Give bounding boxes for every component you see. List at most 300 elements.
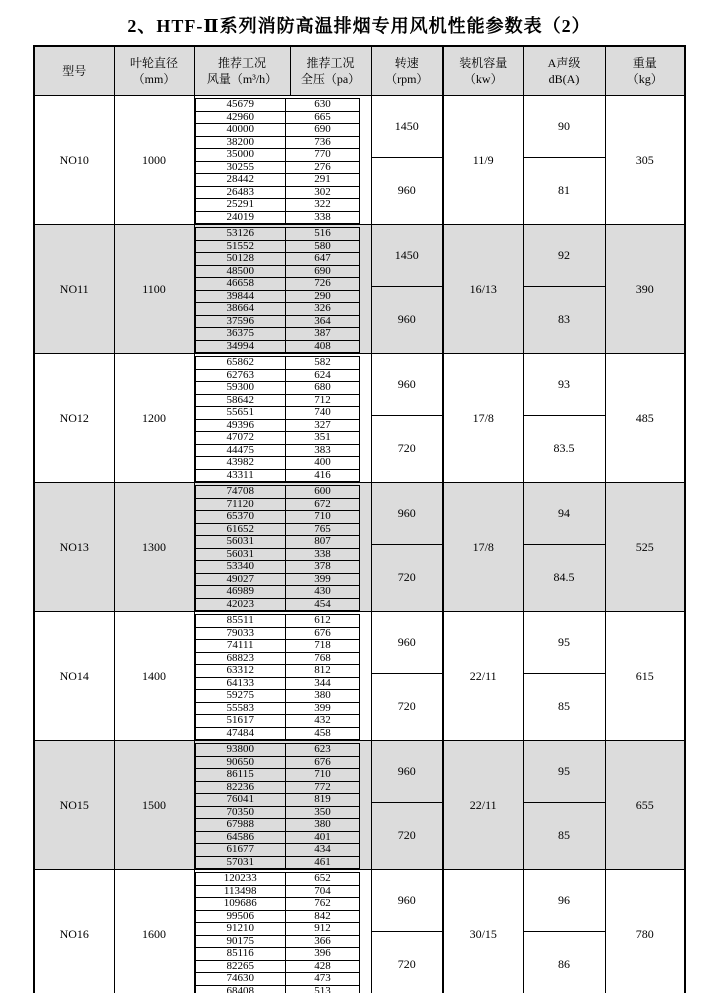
- header-db-line1: A声级: [547, 56, 581, 70]
- flow-pressure-row: [195, 469, 359, 482]
- header-rpm-line2: （rpm）: [385, 72, 429, 86]
- flow-value: 36375: [195, 328, 285, 341]
- flow-pressure-row: [195, 444, 359, 457]
- pressure-value: 710: [285, 769, 359, 782]
- section-no14-row-1: [34, 612, 685, 624]
- flow-value: 61677: [195, 844, 285, 857]
- pressure-value: 712: [285, 394, 359, 407]
- flow-pressure-row: [195, 278, 359, 291]
- pressure-value: 842: [285, 910, 359, 923]
- flow-value: 51617: [195, 715, 285, 728]
- flow-pressure-row: [195, 744, 359, 757]
- flow-value: 85511: [195, 615, 285, 628]
- flow-pressure-subtable: [195, 227, 360, 353]
- flow-value: 38664: [195, 303, 285, 316]
- flow-value: 57031: [195, 856, 285, 869]
- header-model: [34, 46, 114, 96]
- pressure-value: 383: [285, 444, 359, 457]
- header-weight-line1: 重量: [632, 56, 657, 70]
- flow-pressure-cell: [194, 225, 371, 354]
- pressure-value: 408: [285, 340, 359, 353]
- flow-value: 49027: [195, 573, 285, 586]
- pressure-value: 350: [285, 806, 359, 819]
- flow-value: 74708: [195, 486, 285, 499]
- flow-value: 39844: [195, 290, 285, 303]
- header-weight-line2: （kg）: [626, 72, 663, 86]
- flow-value: 82265: [195, 960, 285, 973]
- flow-pressure-row: [195, 199, 359, 212]
- flow-value: 85116: [195, 948, 285, 961]
- db-cell: 83.5: [523, 415, 605, 482]
- flow-pressure-row: [195, 290, 359, 303]
- weight-cell: 525: [605, 483, 685, 612]
- flow-pressure-row: [195, 394, 359, 407]
- flow-value: 99506: [195, 910, 285, 923]
- pressure-value: 624: [285, 369, 359, 382]
- db-cell: 86: [523, 931, 605, 993]
- flow-value: 49396: [195, 419, 285, 432]
- flow-pressure-row: [195, 228, 359, 241]
- section-no11-row-1: [34, 225, 685, 237]
- flow-pressure-row: [195, 910, 359, 923]
- flow-value: 76041: [195, 794, 285, 807]
- flow-value: 46989: [195, 586, 285, 599]
- flow-pressure-row: [195, 948, 359, 961]
- flow-value: 64133: [195, 677, 285, 690]
- pressure-value: 680: [285, 382, 359, 395]
- pressure-value: 400: [285, 457, 359, 470]
- pressure-value: 676: [285, 627, 359, 640]
- flow-value: 25291: [195, 199, 285, 212]
- flow-pressure-cell: [194, 741, 371, 870]
- flow-pressure-row: [195, 149, 359, 162]
- pressure-value: 718: [285, 640, 359, 653]
- pressure-value: 740: [285, 407, 359, 420]
- header-rpm: [371, 46, 443, 96]
- weight-cell: 655: [605, 741, 685, 870]
- pressure-value: 338: [285, 211, 359, 224]
- pressure-value: 378: [285, 561, 359, 574]
- db-cell: 93: [523, 354, 605, 416]
- capacity-cell: 22/11: [443, 741, 523, 870]
- model-cell: NO16: [34, 870, 114, 993]
- rpm-cell: 960: [371, 483, 443, 545]
- flow-value: 64586: [195, 831, 285, 844]
- flow-pressure-row: [195, 923, 359, 936]
- flow-pressure-row: [195, 794, 359, 807]
- flow-pressure-subtable: [195, 356, 360, 482]
- flow-value: 74630: [195, 973, 285, 986]
- flow-value: 59300: [195, 382, 285, 395]
- flow-pressure-row: [195, 511, 359, 524]
- flow-pressure-row: [195, 960, 359, 973]
- flow-value: 40000: [195, 124, 285, 137]
- weight-cell: 485: [605, 354, 685, 483]
- flow-pressure-subtable: [195, 614, 360, 740]
- flow-pressure-row: [195, 124, 359, 137]
- capacity-cell: 22/11: [443, 612, 523, 741]
- header-weight: [605, 46, 685, 96]
- model-cell: NO11: [34, 225, 114, 354]
- flow-value: 68408: [195, 985, 285, 993]
- header-db: [523, 46, 605, 96]
- header-flow-line2: 风量（m³/h）: [206, 72, 278, 86]
- pressure-value: 399: [285, 573, 359, 586]
- flow-value: 56031: [195, 536, 285, 549]
- rpm-cell: 1450: [371, 225, 443, 287]
- flow-pressure-row: [195, 340, 359, 353]
- flow-pressure-row: [195, 357, 359, 370]
- flow-pressure-row: [195, 831, 359, 844]
- pressure-value: 380: [285, 690, 359, 703]
- flow-pressure-row: [195, 253, 359, 266]
- header-capacity-line2: （kw）: [463, 72, 503, 86]
- flow-value: 24019: [195, 211, 285, 224]
- weight-cell: 780: [605, 870, 685, 993]
- flow-pressure-row: [195, 211, 359, 224]
- model-cell: NO13: [34, 483, 114, 612]
- pressure-value: 652: [285, 873, 359, 886]
- pressure-value: 416: [285, 469, 359, 482]
- pressure-value: 428: [285, 960, 359, 973]
- flow-value: 37596: [195, 315, 285, 328]
- header-rpm-line1: 转速: [394, 56, 419, 70]
- flow-value: 70350: [195, 806, 285, 819]
- pressure-value: 399: [285, 702, 359, 715]
- flow-value: 67988: [195, 819, 285, 832]
- flow-pressure-row: [195, 586, 359, 599]
- pressure-value: 647: [285, 253, 359, 266]
- flow-value: 59275: [195, 690, 285, 703]
- flow-value: 68823: [195, 652, 285, 665]
- capacity-cell: 17/8: [443, 354, 523, 483]
- diameter-cell: 1200: [114, 354, 194, 483]
- flow-pressure-row: [195, 885, 359, 898]
- rpm-cell: 720: [371, 802, 443, 869]
- pressure-value: 665: [285, 111, 359, 124]
- flow-value: 61652: [195, 523, 285, 536]
- flow-pressure-row: [195, 756, 359, 769]
- flow-pressure-cell: [194, 483, 371, 612]
- pressure-value: 396: [285, 948, 359, 961]
- pressure-value: 364: [285, 315, 359, 328]
- rpm-cell: 720: [371, 931, 443, 993]
- flow-pressure-row: [195, 303, 359, 316]
- weight-cell: 390: [605, 225, 685, 354]
- pressure-value: 432: [285, 715, 359, 728]
- pressure-value: 582: [285, 357, 359, 370]
- capacity-cell: 17/8: [443, 483, 523, 612]
- flow-value: 63312: [195, 665, 285, 678]
- pressure-value: 819: [285, 794, 359, 807]
- model-cell: NO10: [34, 96, 114, 225]
- flow-value: 82236: [195, 781, 285, 794]
- header-model-line1: 型号: [62, 64, 87, 78]
- flow-value: 93800: [195, 744, 285, 757]
- model-cell: NO12: [34, 354, 114, 483]
- flow-value: 120233: [195, 873, 285, 886]
- header-diameter-line1: 叶轮直径: [129, 56, 178, 70]
- db-cell: 96: [523, 870, 605, 932]
- pressure-value: 322: [285, 199, 359, 212]
- db-cell: 94: [523, 483, 605, 545]
- flow-value: 55651: [195, 407, 285, 420]
- pressure-value: 704: [285, 885, 359, 898]
- flow-value: 53126: [195, 228, 285, 241]
- flow-pressure-row: [195, 973, 359, 986]
- pressure-value: 623: [285, 744, 359, 757]
- flow-pressure-subtable: [195, 743, 360, 869]
- pressure-value: 326: [285, 303, 359, 316]
- flow-pressure-subtable: [195, 872, 360, 993]
- flow-pressure-row: [195, 898, 359, 911]
- pressure-value: 458: [285, 727, 359, 740]
- rpm-cell: 720: [371, 673, 443, 740]
- flow-pressure-row: [195, 328, 359, 341]
- db-cell: 95: [523, 612, 605, 674]
- flow-value: 53340: [195, 561, 285, 574]
- flow-pressure-row: [195, 99, 359, 112]
- flow-value: 90175: [195, 935, 285, 948]
- flow-pressure-row: [195, 419, 359, 432]
- header-pressure-line1: 推荐工况: [306, 56, 355, 70]
- pressure-value: 762: [285, 898, 359, 911]
- flow-value: 43982: [195, 457, 285, 470]
- model-cell: NO15: [34, 741, 114, 870]
- header-row: [34, 46, 685, 96]
- flow-pressure-row: [195, 369, 359, 382]
- flow-value: 113498: [195, 885, 285, 898]
- header-capacity: [443, 46, 523, 96]
- flow-pressure-row: [195, 486, 359, 499]
- pressure-value: 290: [285, 290, 359, 303]
- flow-pressure-row: [195, 573, 359, 586]
- rpm-cell: 720: [371, 544, 443, 611]
- flow-pressure-subtable: [195, 485, 360, 611]
- flow-pressure-row: [195, 677, 359, 690]
- pressure-value: 454: [285, 598, 359, 611]
- flow-value: 50128: [195, 253, 285, 266]
- pressure-value: 327: [285, 419, 359, 432]
- db-cell: 81: [523, 157, 605, 224]
- rpm-cell: 1450: [371, 96, 443, 158]
- pressure-value: 351: [285, 432, 359, 445]
- flow-pressure-row: [195, 844, 359, 857]
- flow-pressure-row: [195, 652, 359, 665]
- flow-value: 90650: [195, 756, 285, 769]
- db-cell: 85: [523, 673, 605, 740]
- flow-pressure-row: [195, 702, 359, 715]
- flow-value: 47484: [195, 727, 285, 740]
- flow-value: 45679: [195, 99, 285, 112]
- pressure-value: 676: [285, 756, 359, 769]
- pressure-value: 672: [285, 498, 359, 511]
- diameter-cell: 1000: [114, 96, 194, 225]
- db-cell: 84.5: [523, 544, 605, 611]
- flow-value: 30255: [195, 161, 285, 174]
- table-header: [34, 46, 685, 96]
- header-pressure: [290, 46, 371, 96]
- capacity-cell: 11/9: [443, 96, 523, 225]
- flow-pressure-cell: [194, 870, 371, 993]
- flow-pressure-row: [195, 536, 359, 549]
- pressure-value: 710: [285, 511, 359, 524]
- flow-value: 48500: [195, 265, 285, 278]
- pressure-value: 770: [285, 149, 359, 162]
- pressure-value: 768: [285, 652, 359, 665]
- pressure-value: 765: [285, 523, 359, 536]
- diameter-cell: 1400: [114, 612, 194, 741]
- flow-pressure-row: [195, 457, 359, 470]
- pressure-value: 387: [285, 328, 359, 341]
- pressure-value: 690: [285, 265, 359, 278]
- rpm-cell: 960: [371, 870, 443, 932]
- model-cell: NO14: [34, 612, 114, 741]
- flow-value: 62763: [195, 369, 285, 382]
- section-no10-row-1: [34, 96, 685, 108]
- flow-pressure-cell: [194, 96, 371, 225]
- flow-pressure-row: [195, 985, 359, 993]
- section-no16-row-1: [34, 870, 685, 882]
- flow-pressure-row: [195, 407, 359, 420]
- flow-value: 47072: [195, 432, 285, 445]
- flow-pressure-row: [195, 665, 359, 678]
- header-diameter: [114, 46, 194, 96]
- flow-value: 43311: [195, 469, 285, 482]
- db-cell: 85: [523, 802, 605, 869]
- page-title: 2、HTF-Ⅱ系列消防高温排烟专用风机性能参数表（2）: [127, 16, 591, 36]
- flow-pressure-row: [195, 806, 359, 819]
- pressure-value: 516: [285, 228, 359, 241]
- db-cell: 83: [523, 286, 605, 353]
- flow-pressure-row: [195, 265, 359, 278]
- flow-value: 44475: [195, 444, 285, 457]
- pressure-value: 276: [285, 161, 359, 174]
- pressure-value: 772: [285, 781, 359, 794]
- flow-pressure-row: [195, 548, 359, 561]
- flow-pressure-row: [195, 727, 359, 740]
- db-cell: 90: [523, 96, 605, 158]
- flow-value: 58642: [195, 394, 285, 407]
- flow-pressure-row: [195, 161, 359, 174]
- pressure-value: 812: [285, 665, 359, 678]
- pressure-value: 430: [285, 586, 359, 599]
- flow-value: 51552: [195, 240, 285, 253]
- flow-pressure-row: [195, 382, 359, 395]
- pressure-value: 344: [285, 677, 359, 690]
- weight-cell: 305: [605, 96, 685, 225]
- flow-pressure-row: [195, 498, 359, 511]
- flow-pressure-subtable: [195, 98, 360, 224]
- pressure-value: 726: [285, 278, 359, 291]
- pressure-value: 302: [285, 186, 359, 199]
- flow-value: 65370: [195, 511, 285, 524]
- flow-value: 79033: [195, 627, 285, 640]
- pressure-value: 600: [285, 486, 359, 499]
- db-cell: 95: [523, 741, 605, 803]
- flow-value: 28442: [195, 174, 285, 187]
- pressure-value: 912: [285, 923, 359, 936]
- header-capacity-line1: 装机容量: [459, 56, 508, 70]
- flow-value: 55583: [195, 702, 285, 715]
- flow-pressure-row: [195, 715, 359, 728]
- pressure-value: 291: [285, 174, 359, 187]
- diameter-cell: 1300: [114, 483, 194, 612]
- header-flow-line1: 推荐工况: [217, 56, 266, 70]
- flow-value: 42023: [195, 598, 285, 611]
- pressure-value: 461: [285, 856, 359, 869]
- flow-pressure-row: [195, 690, 359, 703]
- flow-pressure-row: [195, 873, 359, 886]
- flow-pressure-row: [195, 561, 359, 574]
- flow-pressure-row: [195, 856, 359, 869]
- pressure-value: 807: [285, 536, 359, 549]
- flow-value: 71120: [195, 498, 285, 511]
- flow-value: 34994: [195, 340, 285, 353]
- diameter-cell: 1500: [114, 741, 194, 870]
- flow-pressure-row: [195, 627, 359, 640]
- header-db-line2: dB(A): [548, 72, 580, 86]
- flow-value: 86115: [195, 769, 285, 782]
- flow-pressure-row: [195, 935, 359, 948]
- pressure-value: 366: [285, 935, 359, 948]
- flow-pressure-row: [195, 111, 359, 124]
- rpm-cell: 960: [371, 612, 443, 674]
- flow-pressure-row: [195, 819, 359, 832]
- diameter-cell: 1600: [114, 870, 194, 993]
- flow-pressure-row: [195, 174, 359, 187]
- rpm-cell: 960: [371, 286, 443, 353]
- flow-value: 35000: [195, 149, 285, 162]
- section-no13-row-1: [34, 483, 685, 495]
- flow-pressure-row: [195, 769, 359, 782]
- weight-cell: 615: [605, 612, 685, 741]
- flow-value: 65862: [195, 357, 285, 370]
- flow-value: 109686: [195, 898, 285, 911]
- flow-pressure-row: [195, 598, 359, 611]
- header-diameter-line2: （mm）: [132, 72, 176, 86]
- pressure-value: 380: [285, 819, 359, 832]
- flow-pressure-row: [195, 136, 359, 149]
- rpm-cell: 960: [371, 354, 443, 416]
- spec-table: [33, 45, 686, 993]
- flow-value: 26483: [195, 186, 285, 199]
- rpm-cell: 720: [371, 415, 443, 482]
- pressure-value: 338: [285, 548, 359, 561]
- flow-pressure-cell: [194, 354, 371, 483]
- db-cell: 92: [523, 225, 605, 287]
- flow-pressure-row: [195, 240, 359, 253]
- flow-value: 91210: [195, 923, 285, 936]
- pressure-value: 473: [285, 973, 359, 986]
- capacity-cell: 30/15: [443, 870, 523, 993]
- pressure-value: 690: [285, 124, 359, 137]
- flow-pressure-row: [195, 432, 359, 445]
- flow-pressure-row: [195, 186, 359, 199]
- table-body: [34, 96, 685, 993]
- flow-pressure-row: [195, 315, 359, 328]
- capacity-cell: 16/13: [443, 225, 523, 354]
- flow-value: 56031: [195, 548, 285, 561]
- pressure-value: 612: [285, 615, 359, 628]
- flow-value: 42960: [195, 111, 285, 124]
- flow-value: 74111: [195, 640, 285, 653]
- flow-pressure-cell: [194, 612, 371, 741]
- pressure-value: 736: [285, 136, 359, 149]
- section-no15-row-1: [34, 741, 685, 753]
- flow-pressure-row: [195, 615, 359, 628]
- pressure-value: 630: [285, 99, 359, 112]
